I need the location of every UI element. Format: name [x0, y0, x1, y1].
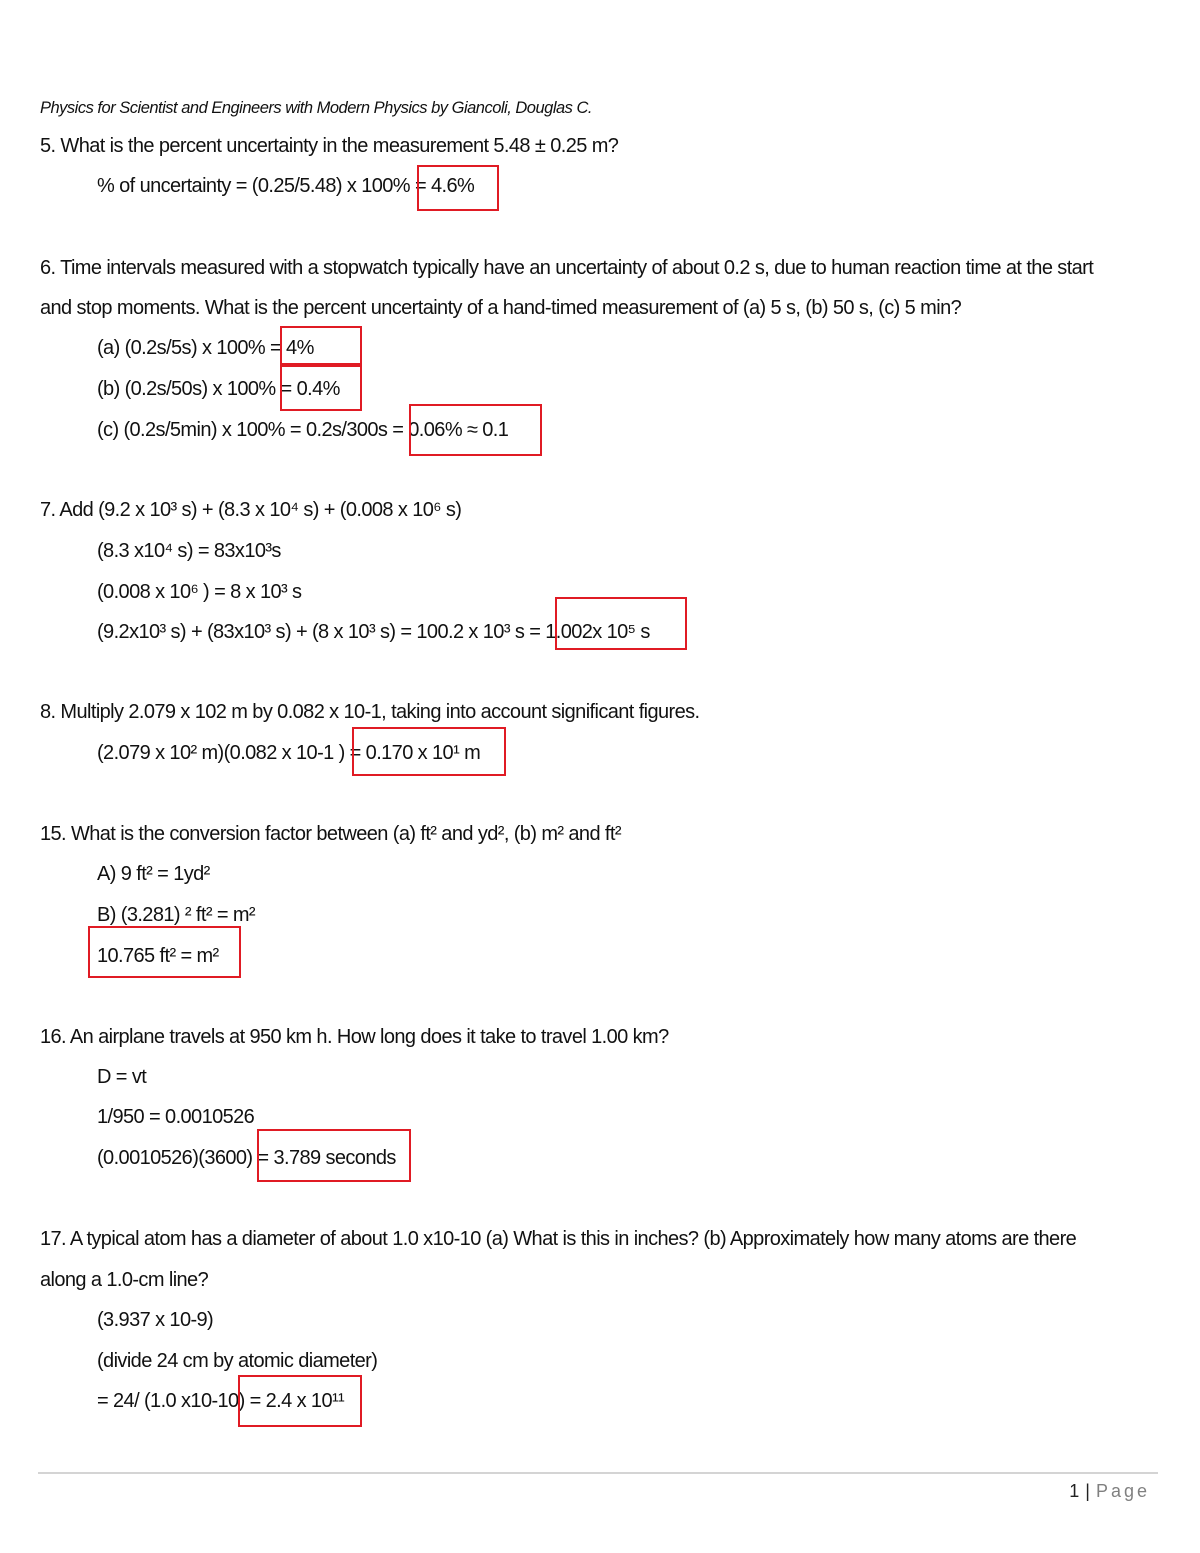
page-footer — [1069, 1478, 1150, 1504]
footer-divider — [38, 1472, 1158, 1474]
answer-15c-line: 10.765 ft² = m² — [97, 945, 219, 967]
answer-16-line-1: D = vt — [97, 1066, 147, 1088]
question-6-line-1: 6. Time intervals measured with a stopwatch typically have an uncertainty of about 0.2 s, due to human reaction time at the start — [40, 257, 1094, 279]
question-15: 15. What is the conversion factor between (a) ft² and yd², (b) m² and ft² — [40, 823, 621, 845]
question-6-line-2: and stop moments. What is the percent uncertainty of a hand-timed measurement of (a) 5 s, (b) 50 s, (c) 5 min? — [40, 297, 962, 319]
page-number: 1 — [1069, 1481, 1080, 1501]
answer-7-line-3: (9.2x10³ s) + (83x10³ s) + (8 x 10³ s) = 100.2 x 10³ s = 1.002x 10⁵ s — [97, 621, 650, 643]
answer-17-line-1: (3.937 x 10-9) — [97, 1309, 214, 1331]
answer-7-line-2: (0.008 x 10⁶ ) = 8 x 10³ s — [97, 581, 302, 603]
question-16: 16. An airplane travels at 950 km h. How long does it take to travel 1.00 km? — [40, 1026, 669, 1048]
answer-16-highlight-box — [257, 1129, 411, 1182]
answer-5-highlight-box — [417, 165, 499, 211]
answer-6b-line: (b) (0.2s/50s) x 100% = 0.4% — [97, 378, 340, 400]
answer-15-highlight-box — [88, 926, 241, 978]
question-7: 7. Add (9.2 x 10³ s) + (8.3 x 10⁴ s) + (0.008 x 10⁶ s) — [40, 499, 462, 521]
answer-6c-line: (c) (0.2s/5min) x 100% = 0.2s/300s = 0.06% ≈ 0.1 — [97, 419, 509, 441]
answer-16-line-2: 1/950 = 0.0010526 — [97, 1106, 255, 1128]
question-5: 5. What is the percent uncertainty in the measurement 5.48 ± 0.25 m? — [40, 135, 619, 157]
answer-15a-line: A) 9 ft² = 1yd² — [97, 863, 210, 885]
answer-6c-highlight-box — [409, 404, 542, 456]
answer-6b-highlight-box — [280, 365, 362, 411]
footer-separator: | — [1085, 1481, 1090, 1501]
question-17-line-2: along a 1.0-cm line? — [40, 1269, 209, 1291]
answer-7-highlight-box — [555, 597, 687, 650]
page-label: Page — [1095, 1481, 1150, 1501]
book-reference: Physics for Scientist and Engineers with Modern Physics by Giancoli, Douglas C. — [40, 99, 593, 117]
answer-6a-highlight-box — [280, 326, 362, 365]
answer-16-line-3: (0.0010526)(3600) = 3.789 seconds — [97, 1147, 396, 1169]
answer-17-line-3: = 24/ (1.0 x10-10) = 2.4 x 10¹¹ — [97, 1390, 345, 1412]
answer-5-line: % of uncertainty = (0.25/5.48) x 100% = 4.6% — [97, 175, 475, 197]
answer-17-highlight-box — [238, 1375, 362, 1427]
answer-6a-line: (a) (0.2s/5s) x 100% = 4% — [97, 337, 314, 359]
question-8: 8. Multiply 2.079 x 102 m by 0.082 x 10-1, taking into account significant figures. — [40, 701, 700, 723]
answer-7-line-1: (8.3 x10⁴ s) = 83x10³s — [97, 540, 281, 562]
answer-8-highlight-box — [352, 727, 506, 776]
answer-15b-line: B) (3.281) ² ft² = m² — [97, 904, 255, 926]
answer-8-line: (2.079 x 10² m)(0.082 x 10-1 ) = 0.170 x 10¹ m — [97, 742, 481, 764]
question-17-line-1: 17. A typical atom has a diameter of about 1.0 x10-10 (a) What is this in inches? (b) Approximately how many atoms are there — [40, 1228, 1077, 1250]
answer-17-line-2: (divide 24 cm by atomic diameter) — [97, 1350, 378, 1372]
